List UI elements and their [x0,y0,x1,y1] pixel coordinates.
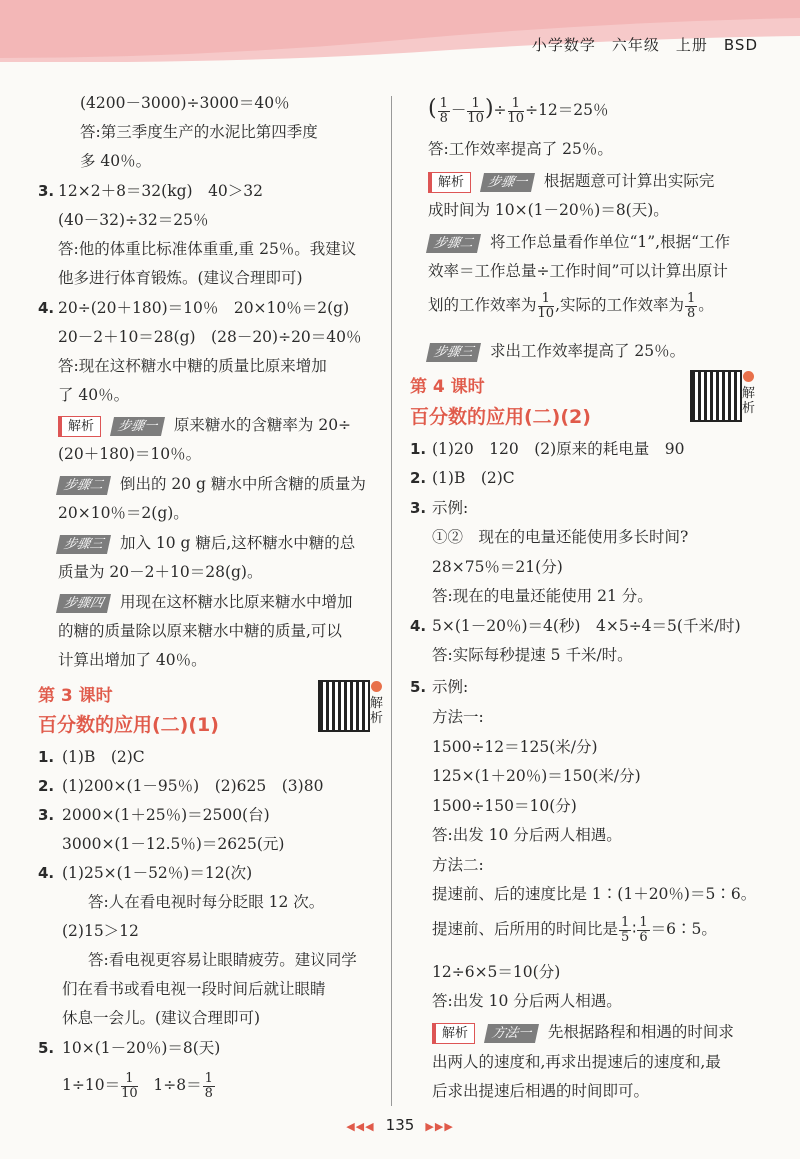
question-number: 1. [410,440,427,458]
text-span: ,实际的工作效率为 [555,296,684,314]
question-number: 3. [38,806,55,824]
text-line: 答:出发 10 分后两人相遇。 [432,992,622,1010]
fraction-line [62,1068,216,1102]
lesson-title: 百分数的应用(二)(1) [38,714,219,736]
step-tag: 步骤三 [56,535,111,554]
page-number: 135 [385,1116,415,1134]
text-line: 答:看电视更容易让眼睛疲劳。建议同学 [88,951,357,969]
text-span: 用现在这杯糖水比原来糖水中增加 [119,593,353,611]
text-line: 20×10％＝2(g)。 [58,504,189,522]
text-line: 125×(1＋20％)＝150(米/分) [432,767,641,785]
step-tag: 步骤一 [110,417,165,436]
question-number: 4. [38,299,55,317]
text-line: 方法二: [432,856,484,874]
text-line: (1)25×(1－52％)＝12(次) [62,864,253,882]
text-span: 原来糖水的含糖率为 20÷ [173,416,352,434]
text-line: 28×75％＝21(分) [432,558,563,576]
text-span: 1÷10＝ [62,1076,121,1094]
text-line: 12÷6×5＝10(分) [432,963,561,981]
lesson-heading: 第 3 课时 [38,686,113,706]
question-number: 2. [38,777,55,795]
fraction: $\frac{1}{5}$ [621,914,630,945]
fraction: $\frac{1}{6}$ [639,914,648,945]
text-line: 答:现在这杯糖水中糖的质量比原来增加 [58,357,327,375]
text-span: 将工作总量看作单位“1”,根据“工作 [489,233,731,251]
text-line: 3000×(1－12.5％)＝2625(元) [62,835,285,853]
text-span: ÷12＝25％ [525,101,609,119]
question-number: 1. [38,748,55,766]
text-span: 提速前、后所用的时间比是 [432,920,619,938]
question-number: 3. [38,182,55,200]
text-span: 倒出的 20 g 糖水中所含糖的质量为 [119,475,366,493]
fraction: $\frac{1}{8}$ [439,95,448,126]
step-tag: 步骤二 [56,476,111,495]
fraction: $\frac{1}{8}$ [687,290,696,321]
play-icon [371,681,382,692]
text-line: 答:现在的电量还能使用 21 分。 [432,587,653,605]
text-line: 的糖的质量除以原来糖水中糖的质量,可以 [58,622,342,640]
analysis-line [58,414,351,437]
text-line: 们在看书或看电视一段时间后就让眼睛 [62,980,326,998]
text-line: ①② 现在的电量还能使用多长时间? [432,528,689,546]
fraction: $\frac{1}{10}$ [537,290,555,321]
qr-code-icon[interactable] [318,680,370,732]
lesson-heading: 第 4 课时 [410,377,485,397]
text-line: 答:工作效率提高了 25％。 [428,140,613,158]
text-line: (1)B (2)C [62,748,145,766]
fraction: $\frac{1}{10}$ [507,95,525,126]
column-divider [391,96,392,1106]
qr-code-icon[interactable] [690,370,742,422]
text-line: (2)15＞12 [62,922,139,940]
analysis-line [428,170,714,193]
left-arrows-icon: ◀◀◀ [346,1120,375,1133]
fraction-line [428,288,714,322]
text-span: ∶ [632,920,637,938]
text-line: 示例: [432,499,469,517]
qr-label: 解析 [742,386,756,416]
analysis-line [428,231,730,253]
text-span: 根据题意可计算出实际完 [543,172,715,190]
play-icon [743,371,754,382]
analysis-tag: 解析 [432,1023,475,1044]
text-line: (1)20 120 (2)原来的耗电量 90 [432,440,685,458]
analysis-line [432,1021,734,1044]
right-arrows-icon: ▶▶▶ [425,1120,454,1133]
analysis-line [58,591,352,613]
fraction-line [432,912,717,946]
analysis-line [428,340,685,362]
text-line: 答:他的体重比标准体重重,重 25％。我建议 [58,240,357,258]
text-line: (20＋180)＝10％。 [58,445,202,463]
text-line: 他多进行体育锻炼。(建议合理即可) [58,269,303,287]
question-number: 5. [410,678,427,696]
text-span: 加入 10 g 糖后,这杯糖水中糖的总 [119,534,356,552]
text-line: 20÷(20＋180)＝10％ 20×10％＝2(g) [58,299,350,317]
text-line: 方法一: [432,708,484,726]
page-footer [0,1115,800,1134]
fraction-line: ( $\frac{1}{8}$ － $\frac{1}{10}$ )÷ $\frac{1}{10}$ ÷12＝25％ [428,95,609,126]
question-number: 3. [410,499,427,517]
text-line: 成时间为 10×(1－20％)＝8(天)。 [428,201,669,219]
step-tag: 步骤三 [426,343,481,362]
step-tag: 步骤二 [426,234,481,253]
text-line: (1)B (2)C [432,469,515,487]
text-line: 计算出增加了 40％。 [58,651,207,669]
text-line: 质量为 20－2＋10＝28(g)。 [58,563,263,581]
text-line: 12×2＋8＝32(kg) 40＞32 [58,182,264,200]
analysis-line [58,473,366,495]
analysis-tag: 解析 [428,172,471,193]
text-span: ＝6∶5。 [650,920,717,938]
text-line: (1)200×(1－95％) (2)625 (3)80 [62,777,324,795]
fraction: $\frac{1}{8}$ [204,1070,213,1101]
text-line: 10×(1－20％)＝8(天) [62,1039,221,1057]
text-span: 先根据路程和相遇的时间求 [547,1023,734,1041]
text-line: 多 40％。 [80,152,152,170]
text-line: 1500÷150＝10(分) [432,797,577,815]
step-tag: 步骤四 [56,594,111,613]
header-title: 小学数学 六年级 上册 BSD [531,36,758,54]
text-line: 5×(1－20％)＝4(秒) 4×5÷4＝5(千米/时) [432,617,741,635]
method-tag: 方法一 [484,1024,539,1043]
text-line: 效率＝工作总量÷工作时间”可以计算出原计 [428,262,728,280]
text-span: 。 [698,296,714,314]
text-line: (40－32)÷32＝25％ [58,211,209,229]
question-number: 4. [410,617,427,635]
qr-label: 解析 [370,696,384,726]
text-line: 出两人的速度和,再求出提速后的速度和,最 [432,1053,721,1071]
text-line: 休息一会儿。(建议合理即可) [62,1009,261,1027]
lesson-title: 百分数的应用(二)(2) [410,406,591,428]
text-line: 答:第三季度生产的水泥比第四季度 [80,123,318,141]
question-number: 4. [38,864,55,882]
fraction: $\frac{1}{10}$ [121,1070,138,1101]
text-line: 提速前、后的速度比是 1∶(1＋20％)＝5∶6。 [432,885,757,903]
text-line: 示例: [432,678,469,696]
fraction: $\frac{1}{10}$ [467,95,484,126]
analysis-line [58,532,355,554]
step-tag: 步骤一 [480,173,535,192]
text-line: 后求出提速后相遇的时间即可。 [432,1082,650,1100]
text-line: 2000×(1＋25％)＝2500(台) [62,806,270,824]
text-line: 20－2＋10＝28(g) (28－20)÷20＝40％ [58,328,362,346]
text-line: 答:人在看电视时每分眨眼 12 次。 [88,893,325,911]
text-line: 答:出发 10 分后两人相遇。 [432,826,622,844]
question-number: 2. [410,469,427,487]
text-line: 答:实际每秒提速 5 千米/时。 [432,646,633,664]
text-span: 求出工作效率提高了 25％。 [489,342,686,360]
text-span: 划的工作效率为 [428,296,537,314]
analysis-tag: 解析 [58,416,101,437]
text-span: 1÷8＝ [153,1076,202,1094]
text-line: 了 40％。 [58,386,130,404]
question-number: 5. [38,1039,55,1057]
text-line: (4200－3000)÷3000＝40％ [80,94,290,112]
text-line: 1500÷12＝125(米/分) [432,738,598,756]
